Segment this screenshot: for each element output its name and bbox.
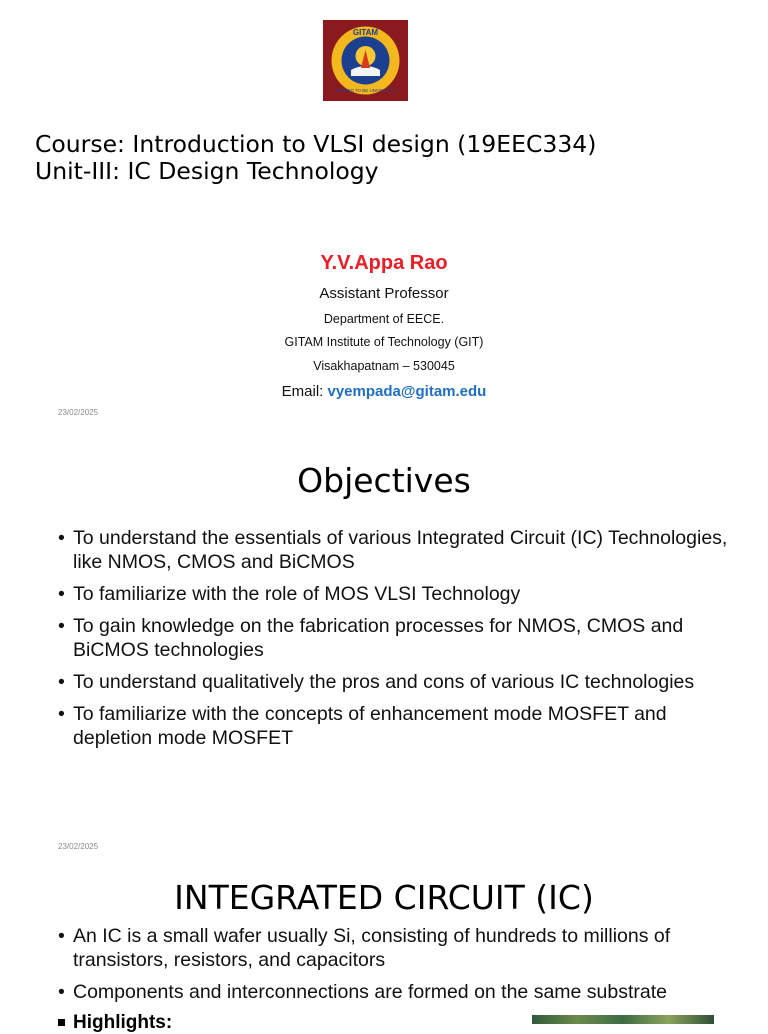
slide-date: 23/02/2025 — [58, 842, 99, 851]
unit-line: Unit-III: IC Design Technology — [35, 157, 379, 185]
author-city: Visakhapatnam – 530045 — [313, 359, 455, 373]
bullet-icon: • — [58, 583, 65, 605]
list-item: • To familiarize with the concepts of enhancement mode MOSFET and depletion mode MOSFET — [58, 703, 667, 749]
list-item: • To gain knowledge on the fabrication processes for NMOS, CMOS and BiCMOS technologies — [58, 615, 684, 661]
list-item: • To familiarize with the role of MOS VLSI Technology — [58, 583, 521, 605]
objectives-title: Objectives — [297, 461, 471, 500]
gitam-logo — [323, 20, 408, 101]
slide-date: 23/02/2025 — [58, 408, 99, 417]
email-label: Email: — [281, 383, 328, 400]
author-role: Assistant Professor — [319, 285, 449, 302]
author-email — [0, 383, 768, 400]
gitam-emblem-icon — [323, 20, 408, 101]
bullet-icon: • — [58, 671, 65, 693]
bullet-icon: • — [58, 925, 65, 947]
email-link[interactable]: vyempada@gitam.edu — [327, 383, 487, 400]
bullet-icon: • — [58, 703, 65, 725]
course-title — [35, 131, 596, 185]
list-item: • To understand qualitatively the pros and cons of various IC technologies — [58, 671, 695, 693]
list-item: • An IC is a small wafer usually Si, consisting of hundreds to millions of transistors, resistors, and capacitors — [58, 925, 671, 971]
author-institute: GITAM Institute of Technology (GIT) — [284, 335, 484, 349]
highlights-heading: Highlights: — [58, 1012, 172, 1034]
list-item: • To understand the essentials of various Integrated Circuit (IC) Technologies, like NMOS, CMOS and BiCMOS — [58, 527, 728, 573]
ic-chip-image — [532, 1015, 714, 1024]
ic-title: INTEGRATED CIRCUIT (IC) — [174, 878, 594, 917]
ic-list — [58, 924, 738, 1004]
objectives-list — [58, 526, 738, 750]
svg-text:DEEMED TO BE UNIVERSITY: DEEMED TO BE UNIVERSITY — [334, 88, 397, 93]
author-department: Department of EECE. — [323, 312, 445, 326]
bullet-icon: • — [58, 615, 65, 637]
bullet-icon: • — [58, 527, 65, 549]
slide-title — [0, 0, 768, 430]
svg-text:GITAM: GITAM — [352, 28, 379, 37]
author-name: Y.V.Appa Rao — [320, 252, 448, 274]
list-item: • Components and interconnections are formed on the same substrate — [58, 981, 668, 1003]
square-bullet-icon — [58, 1019, 65, 1026]
bullet-icon: • — [58, 981, 65, 1003]
course-line: Course: Introduction to VLSI design (19EEC334) — [35, 130, 597, 158]
